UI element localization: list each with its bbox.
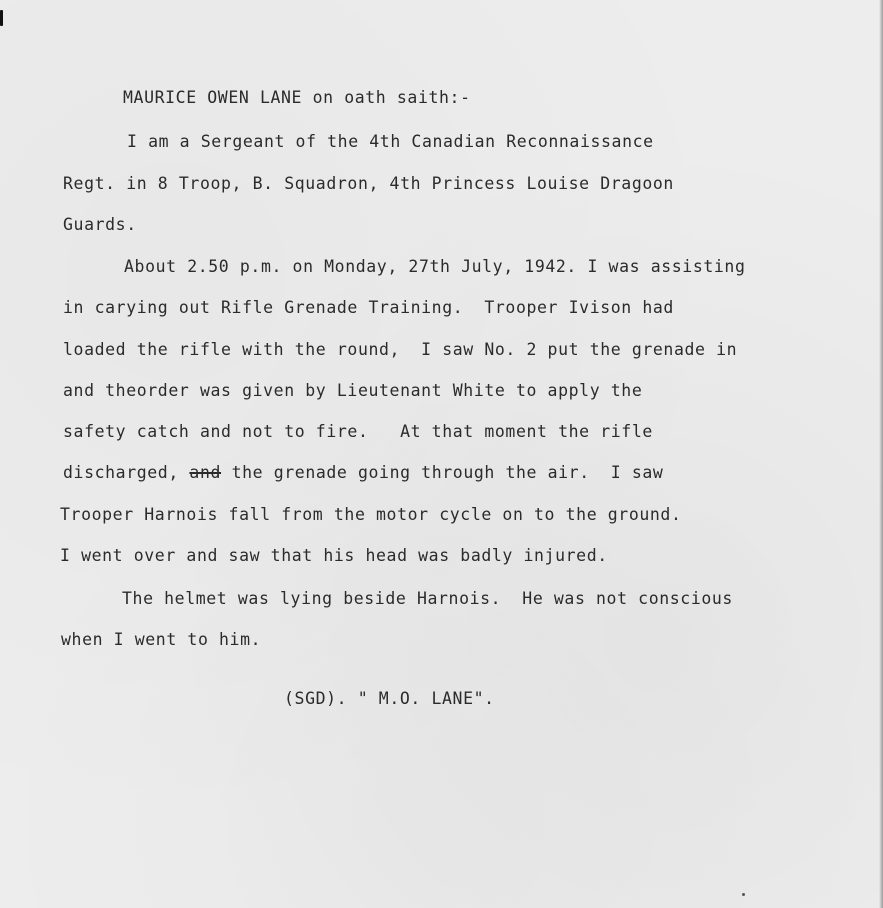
paragraph-3-line-1: The helmet was lying beside Harnois. He was not conscious [122, 589, 733, 608]
paragraph-1-line-1: I am a Sergeant of the 4th Canadian Reconnaissance [127, 132, 654, 151]
page-edge-shadow [879, 0, 883, 908]
edge-mark [0, 10, 3, 26]
struck-out-word: and [189, 463, 222, 482]
paragraph-1-line-2: Regt. in 8 Troop, B. Squadron, 4th Princess Louise Dragoon [63, 174, 674, 193]
paragraph-1-line-3: Guards. [63, 215, 137, 234]
paragraph-2-line-6 [63, 463, 663, 483]
paragraph-2-line-5: safety catch and not to fire. At that moment the rifle [63, 422, 653, 441]
signature-line: (SGD). " M.O. LANE". [284, 689, 495, 708]
paragraph-3-line-2: when I went to him. [61, 630, 262, 649]
paragraph-2-line-7: Trooper Harnois fall from the motor cycle on to the ground. [60, 505, 682, 524]
paragraph-2-line-1: About 2.50 p.m. on Monday, 27th July, 1942. I was assisting [124, 257, 746, 276]
paragraph-2-line-4: and theorder was given by Lieutenant White to apply the [63, 381, 643, 400]
paragraph-2-line-3: loaded the rifle with the round, I saw No. 2 put the grenade in [63, 340, 738, 359]
paragraph-2-line-6-start: discharged, [63, 463, 179, 482]
statement-heading: MAURICE OWEN LANE on oath saith:- [123, 88, 471, 107]
paragraph-2-line-8: I went over and saw that his head was badly injured. [60, 546, 608, 565]
paragraph-2-line-2: in carying out Rifle Grenade Training. Trooper Ivison had [63, 298, 674, 317]
paragraph-2-line-6-end: the grenade going through the air. I saw [231, 463, 664, 482]
paper-speck [742, 893, 745, 896]
